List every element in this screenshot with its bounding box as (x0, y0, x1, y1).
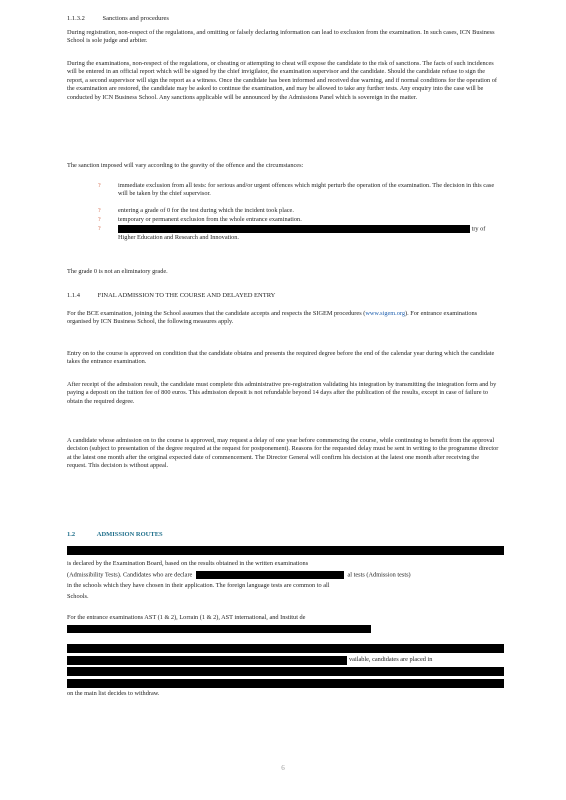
routes-line-2: (Admissibility Tests). Candidates who are declare al tests (Admission tests) (67, 571, 411, 579)
paragraph-text: The grade 0 is not an eliminatory grade. (67, 268, 168, 275)
redacted-block (67, 644, 504, 653)
list-item: ? temporary or permanent exclusion from the whole entrance examination. (98, 216, 302, 223)
redacted-block (67, 679, 504, 688)
page-number: 6 (281, 764, 285, 772)
bullet-icon: ? (98, 183, 101, 189)
section-title: ADMISSION ROUTES (96, 531, 163, 538)
routes-line-7: on the main list decides to withdraw. (67, 690, 160, 697)
section-number: 1.2 (67, 531, 76, 538)
bullet-icon: ? (98, 217, 101, 223)
paragraph-text: Entry on to the course is approved on condition that the candidate obtains and presents the required degree before the end of the calendar year during which the candidate takes the entrance examination. (67, 350, 495, 366)
section-heading-1132 (67, 15, 169, 22)
bullet-icon: ? (98, 226, 101, 232)
paragraph-bce (67, 310, 499, 327)
paragraph-examinations (67, 60, 499, 102)
list-item: ? immediate exclusion from all tests: for serious and/or urgent offences which might perturb the operation of the examination. The decision in this case will be taken by the chief supervisor. (98, 182, 495, 198)
list-item: ? entering a grade of 0 for the test during which the incident took place. (98, 207, 294, 214)
paragraph-entry-condition (67, 350, 499, 367)
section-title: FINAL ADMISSION TO THE COURSE AND DELAYED ENTRY (97, 292, 276, 299)
redacted-block (67, 546, 504, 555)
redacted-block (196, 571, 344, 579)
redacted-block (67, 625, 371, 633)
section-heading-114 (67, 292, 275, 299)
paragraph-admission-result (67, 381, 499, 406)
paragraph-text: The sanction imposed will vary according to the gravity of the offence and the circumstances: (67, 162, 304, 169)
paragraph-sanction-intro (67, 162, 499, 170)
routes-line-4: Schools. (67, 593, 89, 600)
redacted-block (67, 656, 347, 665)
routes-line-1: is declared by the Examination Board, based on the results obtained in the written examinations (67, 560, 309, 567)
sigem-link[interactable]: www.sigem.org (365, 310, 406, 317)
redacted-block (67, 667, 504, 676)
paragraph-delayed-entry (67, 437, 499, 471)
routes-line-3: in the schools which they have chosen in their application. The foreign language tests are common to all (67, 582, 330, 589)
section-number: 1.1.3.2 (67, 15, 85, 22)
paragraph-text: A candidate whose admission on to the course is approved, may request a delay of one year before commencing the course, while continuing to benefit from the approval decision (subject to presentation of the degree required at the request for postponement). Reasons for the requested delay must be sent in writing to the programme director at the latest one month after the original expected date of commencement. The Director General will confirm his decision at the latest one month after receiving the request. This decision is without appeal. (67, 437, 499, 470)
paragraph-text: During registration, non-respect of the regulations, and omitting or falsely declaring information can lead to exclusion from the examination. In such cases, ICN Business School is sole judge and arbiter. (67, 29, 495, 45)
list-item: ? try of Higher Education and Research and Innovation. (98, 225, 486, 241)
section-title: Sanctions and procedures (102, 15, 169, 22)
paragraph-text: For the BCE examination, joining the School assumes that the candidate accepts and respects the SIGEM procedures (www.sigem.org). For entrance examinations organised by ICN Business School, the following measures apply. (67, 310, 478, 326)
paragraph-registration (67, 29, 499, 46)
routes-line-5: For the entrance examinations AST (1 & 2), Lorrain (1 & 2), AST international, and Institut de (67, 614, 306, 621)
routes-line-6: vailable, candidates are placed in (349, 656, 433, 663)
redacted-block (118, 225, 470, 233)
paragraph-text: After receipt of the admission result, the candidate must complete this administrative pre-registration validating his integration by transmitting the integration form and by paying a deposit on the tuition fee of 800 euros. This admission deposit is not refundable beyond 14 days after the publication of the results, except in case of failure to obtain the required degree. (67, 381, 497, 405)
paragraph-text: During the examinations, non-respect of the regulations, or cheating or attempting to cheat will expose the candidate to the risk of sanctions. The facts of such incidences will be entered in an official report which will be signed by the chief invigilator, the examination supervisor and the candidate. Should the candidate refuse to sign the report, a second supervisor will sign the report as a witness. Once the candidate has been informed and received due warning, and if normal conditions for the operation of the examination are restored, the candidate may be asked to continue the examination, and may be allowed to take any further tests. Any enquiry into the case will be conducted by ICN Business School. Any sanctions applicable will be announced by the Admissions Panel which is sovereign in the matter. (67, 60, 497, 101)
sanction-list (92, 182, 497, 243)
section-heading-12 (67, 531, 163, 538)
bullet-icon: ? (98, 208, 101, 214)
paragraph-grade-zero (67, 268, 499, 276)
section-number: 1.1.4 (67, 292, 80, 299)
